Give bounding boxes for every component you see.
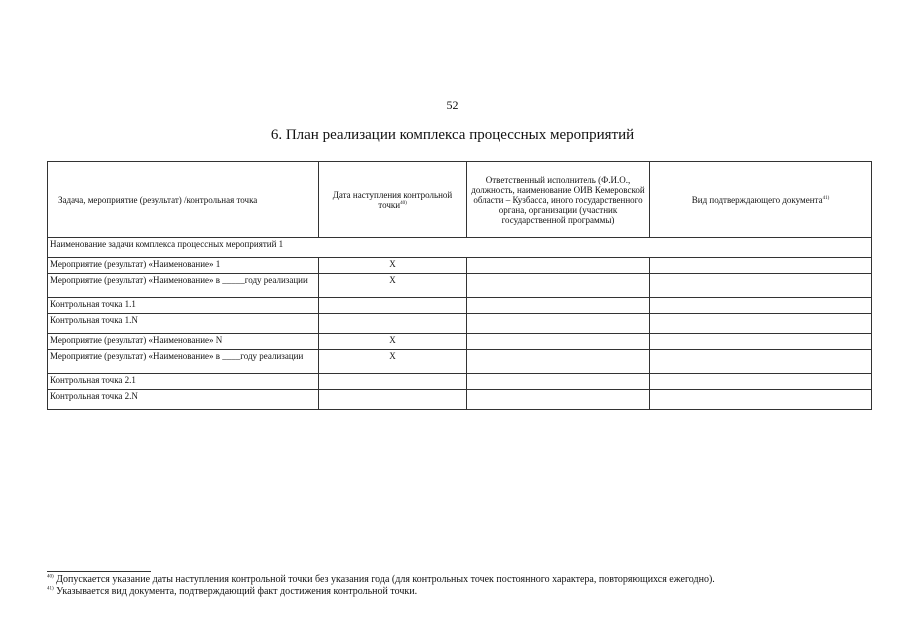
row-document	[650, 374, 872, 390]
row-document	[650, 350, 872, 374]
row-label: Контрольная точка 2.1	[48, 374, 319, 390]
row-document	[650, 390, 872, 410]
row-responsible	[467, 258, 650, 274]
row-responsible	[467, 390, 650, 410]
table-header-row	[48, 162, 872, 238]
header-date: Дата наступления контрольной точки$^{40)}$	[319, 162, 467, 238]
row-responsible	[467, 314, 650, 334]
task-row	[48, 238, 872, 258]
table-row	[48, 334, 872, 350]
row-responsible	[467, 374, 650, 390]
plan-table	[47, 161, 872, 410]
task-row-label: Наименование задачи комплекса процессных мероприятий 1	[48, 238, 872, 258]
row-document	[650, 274, 872, 298]
row-date	[319, 390, 467, 410]
row-date	[319, 374, 467, 390]
row-label: Мероприятие (результат) «Наименование» N	[48, 334, 319, 350]
table-row	[48, 274, 872, 298]
row-date	[319, 314, 467, 334]
row-label: Контрольная точка 1.N	[48, 314, 319, 334]
row-responsible	[467, 334, 650, 350]
page-number: 52	[446, 98, 459, 112]
row-document	[650, 298, 872, 314]
row-date: X	[319, 334, 467, 350]
row-label: Мероприятие (результат) «Наименование» 1	[48, 258, 319, 274]
footnote-text: Указывается вид документа, подтверждающий факт достижения контрольной точки.	[56, 586, 418, 597]
footnote-text: Допускается указание даты наступления контрольной точки без указания года (для контрольных точек постоянного характера, повторяющихся ежегодно).	[56, 574, 715, 585]
row-responsible	[467, 274, 650, 298]
footnote-ref-40: 40)	[400, 200, 407, 206]
header-task: Задача, мероприятие (результат) /контрольная точка	[48, 162, 319, 238]
header-document: Вид подтверждающего документа$^{41)}$	[650, 162, 872, 238]
row-label: Контрольная точка 1.1	[48, 298, 319, 314]
row-date: X	[319, 274, 467, 298]
row-document	[650, 258, 872, 274]
table-row	[48, 374, 872, 390]
row-date: X	[319, 258, 467, 274]
page-title: 6. План реализации комплекса процессных мероприятий	[270, 127, 635, 143]
table-row	[48, 298, 872, 314]
row-label: Контрольная точка 2.N	[48, 390, 319, 410]
table-row	[48, 258, 872, 274]
footnote-divider	[47, 571, 151, 572]
row-document	[650, 314, 872, 334]
table-row	[48, 314, 872, 334]
header-responsible: Ответственный исполнитель (Ф.И.О., должность, наименование ОИВ Кемеровской области – Кузбасса, иного государственного органа, организации (участник государственной программы)	[467, 162, 650, 238]
footnote-mark: 40)	[47, 574, 54, 580]
table-row	[48, 350, 872, 374]
footnote-ref-41: 41)	[822, 195, 830, 201]
table-row	[48, 390, 872, 410]
footnote-40	[47, 574, 887, 586]
footnote-mark: 41)	[47, 586, 54, 592]
row-responsible	[467, 350, 650, 374]
row-label: Мероприятие (результат) «Наименование» в _____году реализации	[48, 274, 319, 298]
row-date	[319, 298, 467, 314]
footnotes	[47, 574, 887, 598]
footnote-41	[47, 586, 887, 598]
row-label: Мероприятие (результат) «Наименование» в ____году реализации	[48, 350, 319, 374]
row-document	[650, 334, 872, 350]
row-date: X	[319, 350, 467, 374]
row-responsible	[467, 298, 650, 314]
